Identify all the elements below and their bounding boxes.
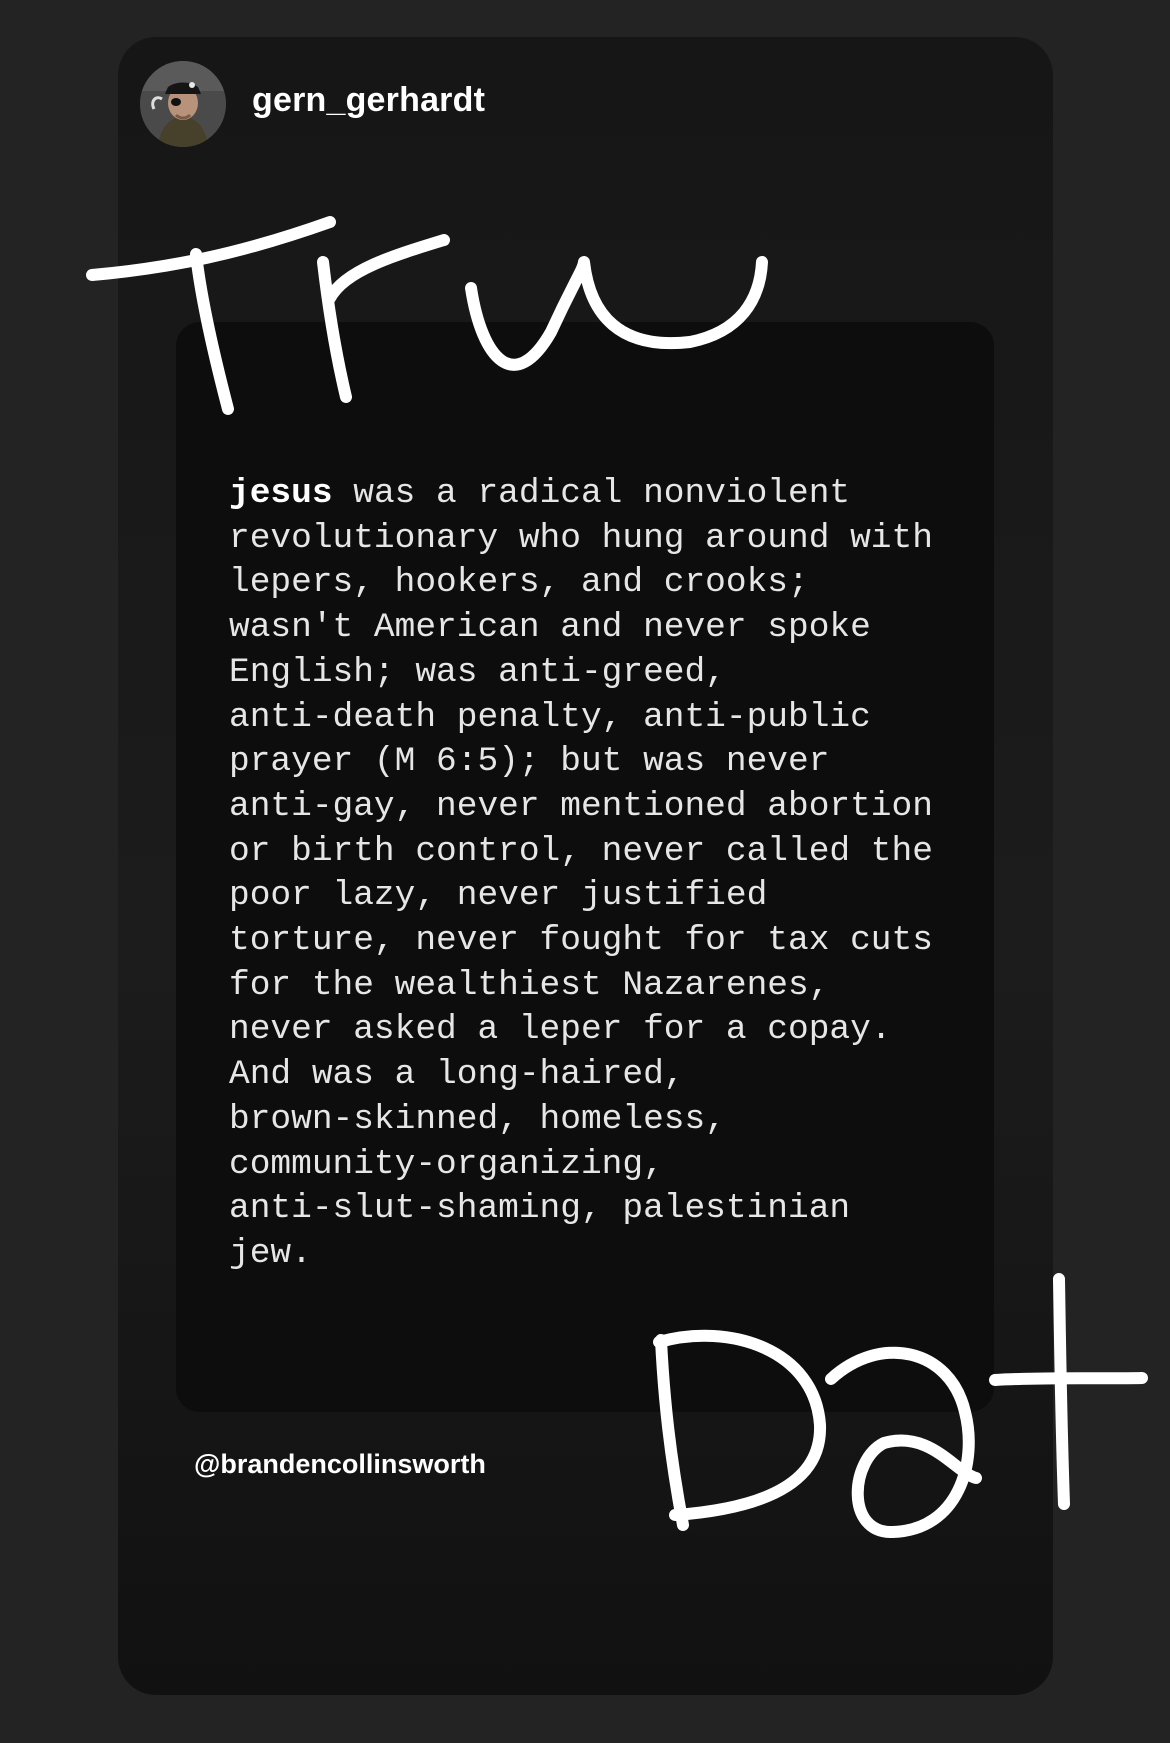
- quote-line: torture, never fought for tax cuts: [229, 921, 933, 961]
- quote-line: never asked a leper for a copay.: [229, 1010, 892, 1050]
- quote-line: brown-skinned, homeless,: [229, 1099, 726, 1139]
- quote-line: jew.: [229, 1233, 312, 1273]
- mention-tag[interactable]: @brandencollinsworth: [194, 1449, 486, 1479]
- quote-line: poor lazy, never justified: [229, 876, 768, 916]
- quote-line: was a radical nonviolent: [332, 474, 851, 513]
- dat-t-stem: [1059, 1279, 1064, 1504]
- quote-line: lepers, hookers, and crooks;: [229, 563, 809, 603]
- quote-line: for the wealthiest Nazarenes,: [229, 965, 830, 1005]
- quote-line: prayer (M 6:5); but was never: [229, 742, 830, 782]
- quote-line: revolutionary who hung around with: [229, 518, 933, 558]
- quote-text: [229, 472, 969, 1277]
- username[interactable]: gern_gerhardt: [252, 81, 486, 119]
- quote-line: or birth control, never called the: [229, 831, 933, 871]
- profile-photo-icon: [140, 61, 226, 147]
- quote-term: jesus: [229, 474, 333, 513]
- quote-line: anti-gay, never mentioned abortion: [229, 786, 933, 826]
- quote-line: anti-slut-shaming, palestinian: [229, 1189, 851, 1229]
- avatar[interactable]: [140, 61, 226, 147]
- quote-line: anti-death penalty, anti-public: [229, 697, 871, 737]
- quote-line: community-organizing,: [229, 1144, 664, 1184]
- quote-line: And was a long-haired,: [229, 1055, 685, 1095]
- quote-line: wasn't American and never spoke: [229, 608, 871, 648]
- quote-line: English; was anti-greed,: [229, 652, 726, 692]
